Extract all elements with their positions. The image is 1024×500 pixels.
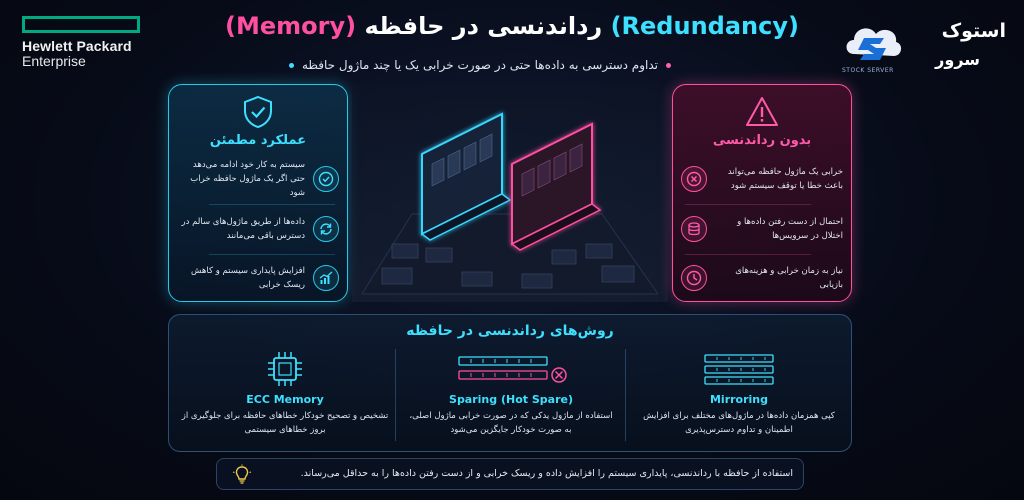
redundancy-methods-panel	[168, 314, 852, 452]
chart-up-icon	[313, 265, 339, 291]
divider	[209, 204, 335, 205]
list-item	[681, 207, 843, 251]
shield-check-icon	[241, 95, 275, 129]
title-memory: (Memory)	[225, 12, 357, 40]
divider	[625, 349, 626, 441]
method-name: Mirroring	[709, 393, 769, 406]
method-name: ECC Memory	[246, 393, 324, 406]
method-description: تشخیص و تصحیح خودکار خطاهای حافظه برای جلوگیری از بروز خطاهای سیستمی	[181, 411, 389, 435]
method-mirroring	[629, 349, 849, 449]
bullet-dot-cyan	[289, 63, 294, 68]
item-text: داده‌ها از طریق ماژول‌های سالم در دسترس باقی می‌مانند	[181, 217, 305, 241]
bullet-dot-pink	[666, 63, 671, 68]
divider	[395, 349, 396, 441]
divider	[685, 254, 811, 255]
hpe-logo-line2: Enterprise	[22, 53, 86, 69]
list-item	[177, 256, 339, 300]
footer-text: استفاده از حافظه با رداندنسی، پایداری سیستم را افزایش داده و ریسک خرابی و از دست رفتن داده‌ها را به حداقل می‌رساند.	[300, 468, 793, 479]
chip-icon	[265, 349, 305, 389]
memory-modules-illustration	[352, 84, 668, 302]
lightbulb-icon	[231, 464, 253, 486]
method-name: Sparing (Hot Spare)	[449, 393, 573, 406]
hpe-logo-mark	[22, 16, 140, 33]
title-main: رداندنسی در حافظه	[364, 12, 603, 40]
methods-title: روش‌های رداندنسی در حافظه	[406, 323, 614, 339]
method-sparing	[401, 349, 621, 449]
no-redundancy-card	[672, 84, 852, 302]
list-item	[681, 157, 843, 201]
hpe-logo-line1: Hewlett Packard	[22, 38, 132, 54]
page-title	[200, 12, 824, 40]
mirror-modules-icon	[699, 349, 779, 389]
subtitle-text: تداوم دسترسی به داده‌ها حتی در صورت خرابی یک یا چند ماژول حافظه	[301, 58, 658, 72]
card-title: بدون رداندنسی	[712, 133, 812, 148]
footer-note	[216, 458, 804, 490]
item-text: احتمال از دست رفتن داده‌ها و اختلال در سرویس‌ها	[737, 217, 843, 241]
page-subtitle	[250, 58, 710, 72]
check-circle-icon	[313, 166, 339, 192]
reliable-performance-card	[168, 84, 348, 302]
method-description: استفاده از ماژول یدکی که در صورت خرابی ماژول اصلی، به صورت خودکار جایگزین می‌شود	[409, 411, 613, 435]
method-description: کپی همزمان داده‌ها در ماژول‌های مختلف برای افزایش اطمینان و تداوم دسترس‌پذیری	[643, 411, 835, 435]
item-text: نیاز به زمان خرابی و هزینه‌های بازیابی	[735, 266, 843, 290]
clock-icon	[681, 265, 707, 291]
brand-english: STOCK SERVER	[842, 67, 894, 74]
warning-icon	[745, 95, 779, 129]
item-text: سیستم به کار خود ادامه می‌دهد حتی اگر یک ماژول حافظه خراب شود	[190, 160, 305, 198]
divider	[685, 204, 811, 205]
method-ecc-memory	[175, 349, 395, 449]
database-icon	[681, 216, 707, 242]
title-redundancy: (Redundancy)	[610, 12, 799, 40]
brand-title: استوک	[941, 20, 1006, 42]
stock-server-logo	[840, 14, 1006, 74]
list-item	[177, 157, 339, 201]
item-text: خرابی یک ماژول حافظه می‌تواند باعث خطا یا توقف سیستم شود	[727, 167, 843, 191]
refresh-icon	[313, 216, 339, 242]
brand-subtitle: سرور	[935, 50, 980, 69]
x-circle-icon	[681, 166, 707, 192]
divider	[209, 254, 335, 255]
card-title: عملکرد مطمئن	[209, 133, 307, 148]
item-text: افزایش پایداری سیستم و کاهش ریسک خرابی	[191, 266, 305, 290]
list-item	[177, 207, 339, 251]
list-item	[681, 256, 843, 300]
hpe-logo	[22, 16, 162, 69]
spare-module-icon	[451, 349, 571, 389]
cloud-logo-icon	[840, 14, 906, 72]
